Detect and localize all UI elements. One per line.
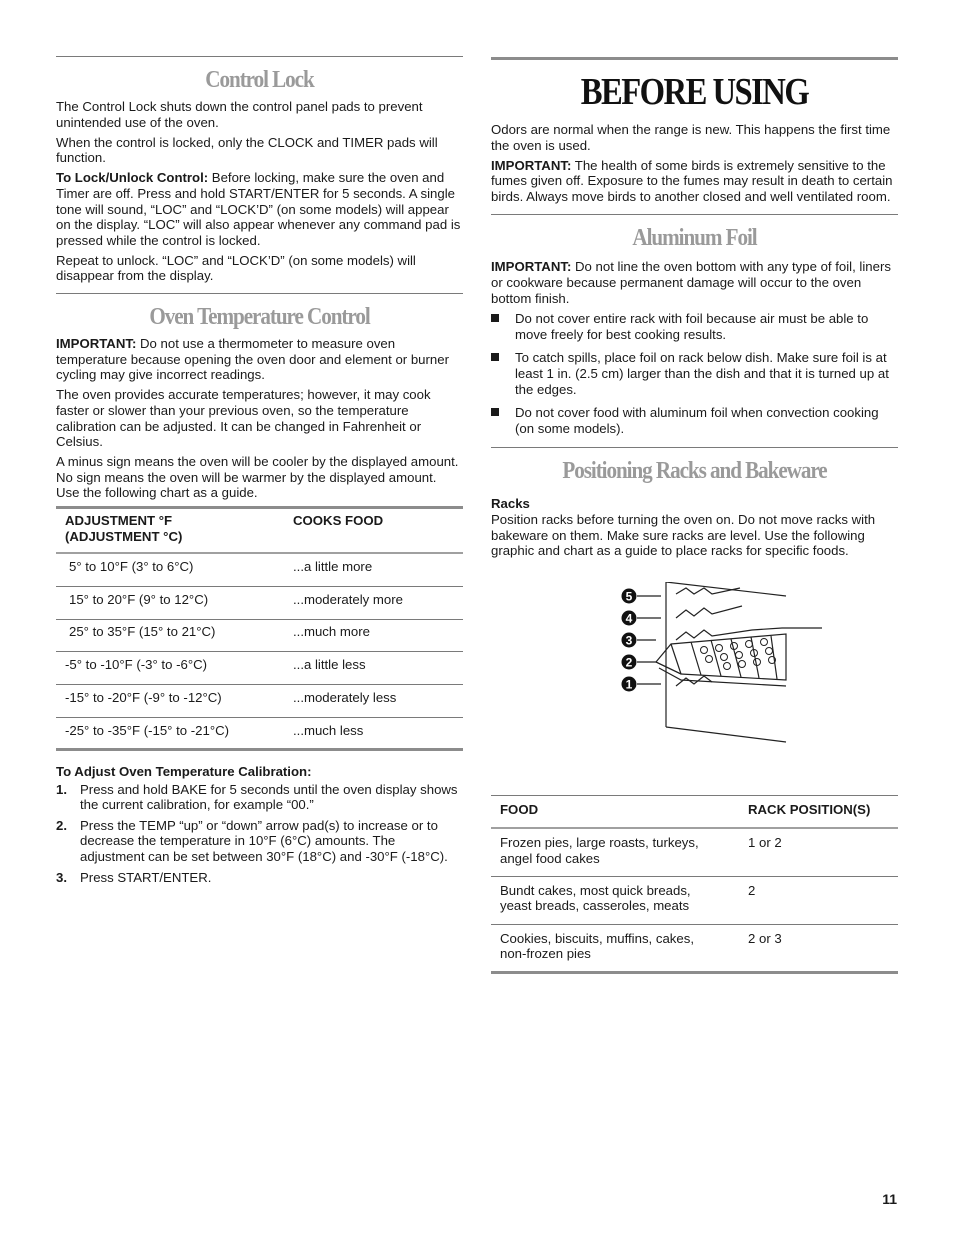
control-lock-para-1: The Control Lock shuts down the control panel pads to prevent unintended use of the oven. bbox=[56, 99, 423, 130]
before-using-para-1: Odors are normal when the range is new. This happens the first time the oven is used. bbox=[491, 122, 891, 153]
foil-important-text: Do not line the oven bottom with any type of foil, liners or cookware because permanent damage will occur to the oven bottom finish. bbox=[491, 259, 891, 306]
table-row bbox=[56, 684, 463, 717]
table-row bbox=[491, 828, 898, 876]
bullet-square-icon bbox=[491, 353, 499, 361]
section-divider bbox=[491, 447, 898, 448]
page-number: 11 bbox=[882, 1191, 897, 1207]
step-text: Press and hold BAKE for 5 seconds until the oven display shows the current calibration, for example “00.” bbox=[80, 781, 458, 813]
list-item bbox=[56, 782, 463, 813]
rack-table-header bbox=[491, 795, 898, 828]
section-divider bbox=[56, 56, 463, 57]
rack-position-cell: 2 bbox=[748, 882, 756, 898]
lock-unlock-text: Before locking, make sure the oven and Timer are off. Press and hold START/ENTER for 5 seconds. A single tone will sound, “LOC” and “LOCK’D” (on some models) will appear on the display. “LOC” will also appear whenever any command pad is pressed while the control is locked. bbox=[56, 170, 461, 248]
cooks-food-cell: ...much less bbox=[293, 722, 364, 738]
list-item bbox=[56, 818, 463, 865]
racks-subheading-text: Racks bbox=[491, 496, 530, 512]
rack-number-labels bbox=[622, 588, 637, 691]
list-item bbox=[491, 350, 898, 397]
bullet-text: Do not cover food with aluminum foil when convection cooking (on some models). bbox=[515, 405, 879, 436]
oven-rack-diagram bbox=[491, 582, 898, 757]
oven-temp-important-text: Do not use a thermometer to measure oven temperature because opening the oven door and element or burner cycling may give incorrect readings. bbox=[56, 336, 449, 383]
rack-number-2: 2 bbox=[625, 655, 633, 670]
table-row bbox=[56, 586, 463, 619]
rack-number-4: 4 bbox=[625, 611, 633, 626]
important-label: IMPORTANT: bbox=[56, 336, 137, 352]
table-row bbox=[491, 924, 898, 972]
rack-number-3: 3 bbox=[625, 633, 633, 648]
table-row bbox=[56, 553, 463, 586]
before-using-para-2 bbox=[491, 158, 898, 205]
list-item bbox=[491, 405, 898, 436]
birds-warning-text: The health of some birds is extremely sensitive to the fumes given off. Exposure to the fumes may result in death to certain birds. Always move birds to another closed and well ventilated room. bbox=[491, 157, 893, 204]
adjustment-table bbox=[56, 506, 463, 751]
oven-temperature-heading: Oven Temperature Control bbox=[149, 304, 370, 331]
control-lock-para-4: Repeat to unlock. “LOC” and “LOCK’D” (on some models) will disappear from the display. bbox=[56, 252, 416, 284]
adjustment-cell: 25° to 35°F (15° to 21°C) bbox=[69, 623, 216, 639]
step-text: Press START/ENTER. bbox=[80, 869, 212, 885]
bullet-square-icon bbox=[491, 314, 499, 322]
rack-number-5: 5 bbox=[625, 589, 633, 604]
rack-position-column-header: RACK POSITION(S) bbox=[748, 801, 871, 817]
food-column-header: FOOD bbox=[500, 801, 539, 817]
adjustment-cell: 5° to 10°F (3° to 6°C) bbox=[69, 559, 194, 575]
oven-temp-para-1 bbox=[56, 336, 463, 383]
aluminum-foil-heading: Aluminum Foil bbox=[632, 225, 757, 252]
bullet-text: Do not cover entire rack with foil because air must be able to move freely for best cooking results. bbox=[515, 311, 869, 342]
step-text: Press the TEMP “up” or “down” arrow pad(s) to increase or to decrease the temperature in 10°F (6°C) amounts. The adjustment can be set between 30°F (18°C) and -30°F (-18°C). bbox=[80, 817, 448, 864]
list-item bbox=[491, 311, 898, 342]
important-label: IMPORTANT: bbox=[491, 157, 572, 173]
section-divider bbox=[56, 293, 463, 294]
racks-subheading bbox=[491, 496, 898, 512]
before-using-title: BEFORE USING bbox=[580, 71, 809, 113]
bullet-square-icon bbox=[491, 408, 499, 416]
cooks-food-cell: ...moderately less bbox=[293, 689, 397, 705]
chapter-divider bbox=[491, 57, 898, 60]
table-row bbox=[491, 876, 898, 924]
list-item bbox=[56, 870, 463, 886]
oven-temp-para-3: A minus sign means the oven will be cooler by the displayed amount. No sign means the oven will be warmer by the displayed amount. Use the following chart as a guide. bbox=[56, 454, 459, 501]
section-divider bbox=[491, 214, 898, 215]
cooks-food-column-header: COOKS FOOD bbox=[293, 512, 384, 528]
table-row bbox=[56, 717, 463, 749]
lock-unlock-label: To Lock/Unlock Control: bbox=[56, 170, 209, 186]
adjustment-cell: -15° to -20°F (-9° to -12°C) bbox=[65, 689, 222, 705]
rack-position-cell: 1 or 2 bbox=[748, 835, 782, 851]
racks-para-1: Position racks before turning the oven on. Do not move racks with bakeware on them. Make sure racks are level. Use the following graphic and chart as a guide to place racks for specific foods. bbox=[491, 512, 876, 559]
table-row bbox=[56, 651, 463, 684]
calibration-steps bbox=[56, 782, 463, 886]
control-lock-para-3 bbox=[56, 170, 463, 248]
step-number: 2. bbox=[56, 817, 67, 833]
important-label: IMPORTANT: bbox=[491, 259, 572, 275]
adjustment-cell: -5° to -10°F (-3° to -6°C) bbox=[65, 656, 208, 672]
bullet-text: To catch spills, place foil on rack below dish. Make sure foil is at least 1 in. (2.5 cm) larger than the dish and that it is turned up at the edges. bbox=[515, 350, 889, 397]
adjustment-cell: 15° to 20°F (9° to 12°C) bbox=[69, 591, 209, 607]
left-column bbox=[56, 56, 463, 890]
control-lock-para-2: When the control is locked, only the CLOCK and TIMER pads will function. bbox=[56, 134, 438, 166]
adjust-calibration-heading bbox=[56, 764, 463, 780]
cooks-food-cell: ...moderately more bbox=[293, 591, 403, 607]
cooks-food-cell: ...much more bbox=[293, 623, 370, 639]
rack-position-cell: 2 or 3 bbox=[748, 930, 782, 946]
control-lock-heading: Control Lock bbox=[205, 67, 314, 93]
food-cell: Frozen pies, large roasts, turkeys, angel food cakes bbox=[500, 835, 699, 866]
step-number: 3. bbox=[56, 869, 67, 885]
adjustment-table-header bbox=[56, 507, 463, 553]
oven-temp-para-2: The oven provides accurate temperatures; however, it may cook faster or slower than your previous oven, so the temperature calibration can be adjusted. It can be changed in Fahrenheit or Celsius. bbox=[56, 387, 431, 450]
table-row bbox=[56, 619, 463, 651]
adjustment-cell: -25° to -35°F (-15° to -21°C) bbox=[65, 722, 230, 738]
cooks-food-cell: ...a little more bbox=[293, 559, 373, 575]
rack-number-1: 1 bbox=[625, 677, 633, 692]
step-number: 1. bbox=[56, 781, 67, 797]
food-cell: Bundt cakes, most quick breads, yeast breads, casseroles, meats bbox=[500, 882, 691, 914]
adjustment-column-header: ADJUSTMENT °F (ADJUSTMENT °C) bbox=[65, 512, 183, 544]
food-cell: Cookies, biscuits, muffins, cakes, non-frozen pies bbox=[500, 930, 694, 962]
positioning-racks-heading: Positioning Racks and Bakeware bbox=[562, 458, 827, 485]
cooks-food-cell: ...a little less bbox=[293, 656, 366, 672]
right-column bbox=[491, 57, 898, 974]
aluminum-foil-para-1 bbox=[491, 259, 898, 306]
adjust-calibration-heading-text: To Adjust Oven Temperature Calibration: bbox=[56, 763, 312, 779]
rack-position-table bbox=[491, 795, 898, 974]
